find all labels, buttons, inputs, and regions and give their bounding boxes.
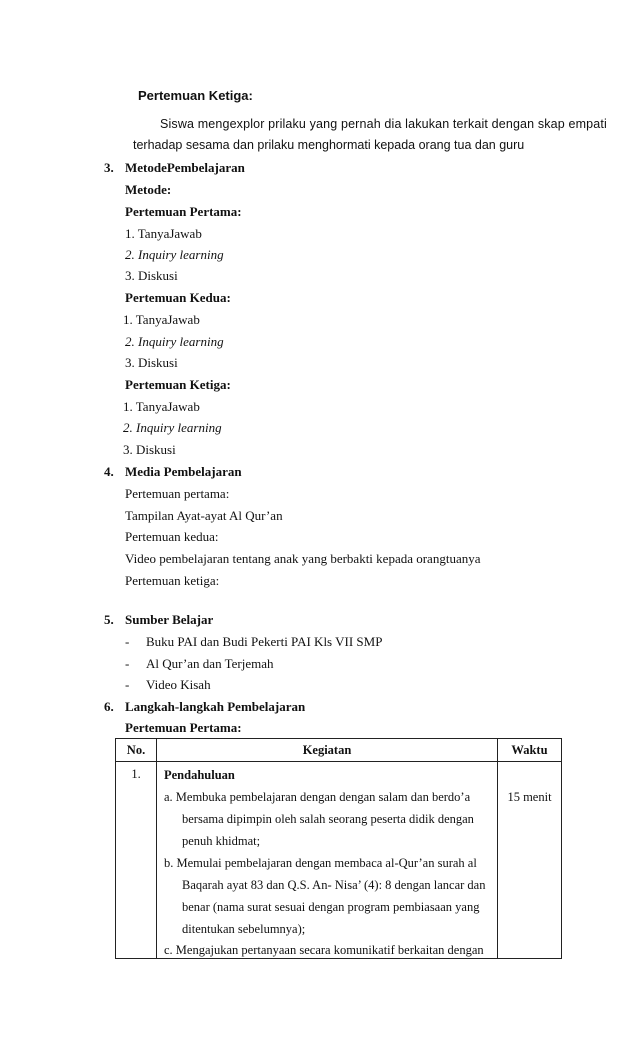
sumber-item-1: Buku PAI dan Budi Pekerti PAI Kls VII SMP bbox=[146, 634, 383, 649]
media-line-5: Pertemuan ketiga: bbox=[125, 573, 220, 588]
pertemuan-ketiga-label: Pertemuan Ketiga: bbox=[125, 377, 231, 392]
metode-label: Metode: bbox=[125, 182, 172, 197]
ketiga-item-2: 2. Inquiry learning bbox=[123, 420, 222, 435]
section-3-number: 3. bbox=[104, 160, 114, 175]
kedua-item-1: 1. TanyaJawab bbox=[123, 312, 200, 327]
intro-line-2: terhadap sesama dan prilaku menghormati kepada orang tua dan guru bbox=[133, 138, 525, 152]
pertama-item-3: 3. Diskusi bbox=[125, 268, 178, 283]
kegiatan-line-3: penuh khidmat; bbox=[182, 834, 261, 848]
sumber-bullet-2: - bbox=[125, 656, 130, 671]
kegiatan-line-4: b. Memulai pembelajaran dengan membaca al-Qur’an surah al bbox=[164, 856, 477, 870]
row-no-cell bbox=[116, 762, 157, 959]
table-header-row bbox=[116, 739, 562, 762]
media-line-2: Tampilan Ayat-ayat Al Qur’an bbox=[125, 508, 283, 523]
pertemuan-pertama-label: Pertemuan Pertama: bbox=[125, 204, 242, 219]
sumber-item-2: Al Qur’an dan Terjemah bbox=[146, 656, 274, 671]
pertemuan-ketiga-heading: Pertemuan Ketiga: bbox=[138, 88, 253, 103]
ketiga-item-3: 3. Diskusi bbox=[123, 442, 176, 457]
kegiatan-line-8: c. Mengajukan pertanyaan secara komunikatif berkaitan dengan bbox=[164, 943, 484, 957]
section-6-subtitle: Pertemuan Pertama: bbox=[125, 720, 242, 735]
sumber-bullet-3: - bbox=[125, 677, 130, 692]
media-line-1: Pertemuan pertama: bbox=[125, 486, 230, 501]
section-5-title: Sumber Belajar bbox=[125, 612, 214, 627]
pertama-item-1: 1. TanyaJawab bbox=[125, 226, 202, 241]
table-row bbox=[116, 762, 562, 959]
section-4-title: Media Pembelajaran bbox=[125, 464, 242, 479]
kegiatan-line-2: bersama dipimpin oleh salah seorang peserta didik dengan bbox=[182, 812, 474, 826]
section-3-title: MetodePembelajaran bbox=[125, 160, 245, 175]
media-line-4: Video pembelajaran tentang anak yang berbakti kepada orangtuanya bbox=[125, 551, 481, 566]
media-line-3: Pertemuan kedua: bbox=[125, 529, 219, 544]
row-kegiatan-cell bbox=[157, 762, 498, 959]
kegiatan-line-6: benar (nama surat sesuai dengan program pembiasaan yang bbox=[182, 900, 480, 914]
row-waktu-cell bbox=[498, 762, 562, 959]
sumber-item-3: Video Kisah bbox=[146, 677, 211, 692]
kedua-item-3: 3. Diskusi bbox=[125, 355, 178, 370]
pertama-item-2: 2. Inquiry learning bbox=[125, 247, 224, 262]
row-no: 1. bbox=[131, 767, 141, 781]
header-kegiatan: Kegiatan bbox=[157, 739, 498, 762]
kedua-item-2: 2. Inquiry learning bbox=[125, 334, 224, 349]
header-no: No. bbox=[116, 739, 157, 762]
kegiatan-table bbox=[115, 738, 562, 959]
section-4-number: 4. bbox=[104, 464, 114, 479]
section-6-title: Langkah-langkah Pembelajaran bbox=[125, 699, 306, 714]
kegiatan-line-1: a. Membuka pembelajaran dengan dengan salam dan berdo’a bbox=[164, 790, 471, 804]
ketiga-item-1: 1. TanyaJawab bbox=[123, 399, 200, 414]
pertemuan-kedua-label: Pertemuan Kedua: bbox=[125, 290, 231, 305]
row-waktu: 15 menit bbox=[507, 790, 552, 804]
intro-line-1: Siswa mengexplor prilaku yang pernah dia lakukan terkait dengan skap empati bbox=[160, 117, 607, 131]
kegiatan-line-7: ditentukan sebelumnya); bbox=[182, 922, 306, 936]
kegiatan-line-5: Baqarah ayat 83 dan Q.S. An- Nisa’ (4): 8 dengan lancar dan bbox=[182, 878, 486, 892]
pendahuluan-title: Pendahuluan bbox=[164, 768, 235, 782]
section-5-number: 5. bbox=[104, 612, 114, 627]
header-waktu: Waktu bbox=[498, 739, 562, 762]
sumber-bullet-1: - bbox=[125, 634, 130, 649]
section-6-number: 6. bbox=[104, 699, 114, 714]
